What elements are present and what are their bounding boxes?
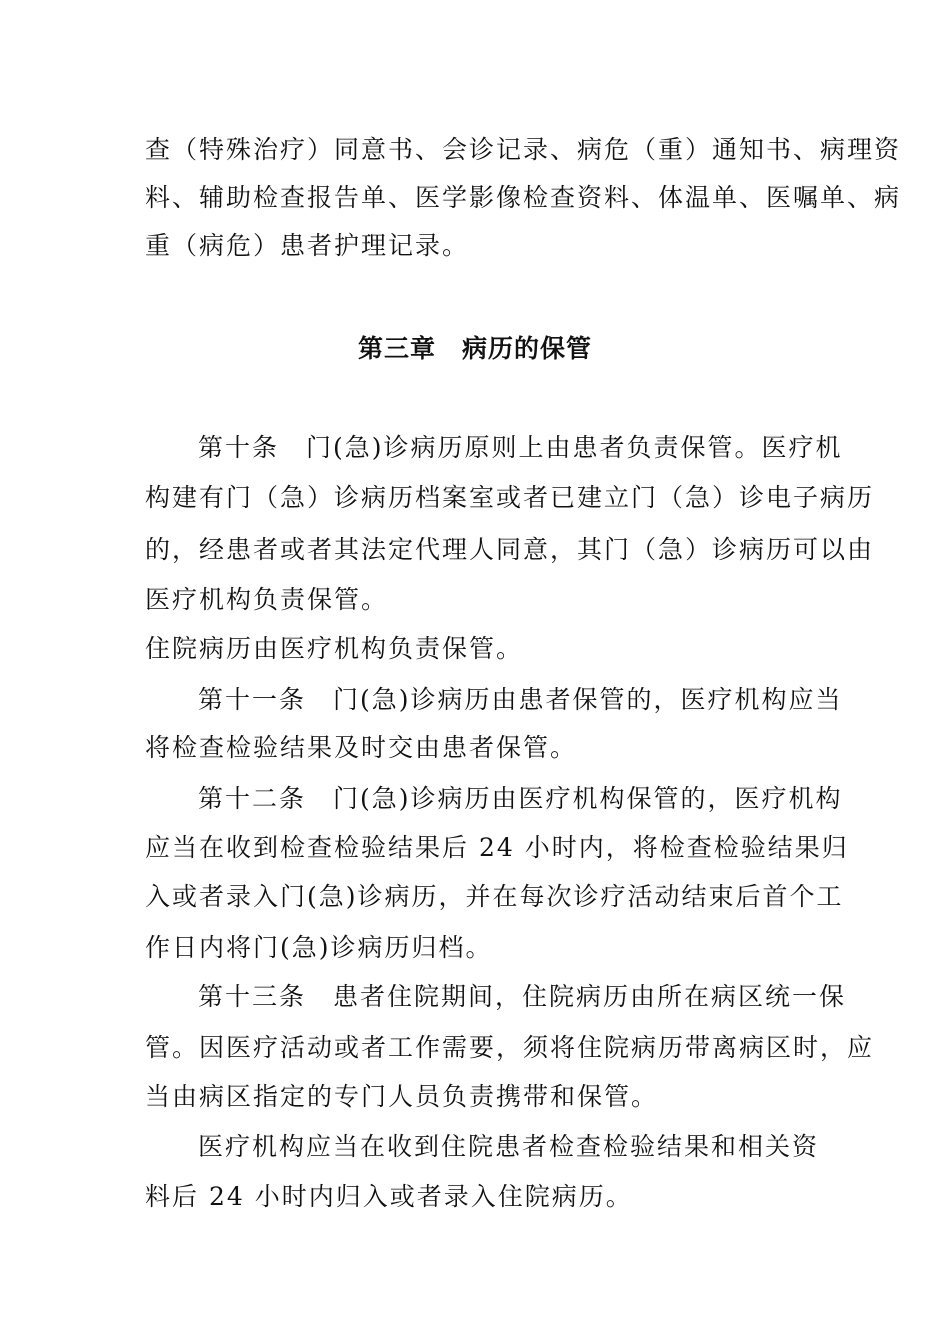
article-10-line: 医疗机构负责保管。 bbox=[145, 585, 389, 614]
article-10-line: 构建有门（急）诊病历档案室或者已建立门（急）诊电子病历 bbox=[145, 483, 875, 512]
chapter-title: 第三章 病历的保管 bbox=[357, 334, 592, 363]
text-line: 重（病危）患者护理记录。 bbox=[145, 231, 470, 260]
closing-paragraph-line: 料后 24 小时内归入或者录入住院病历。 bbox=[145, 1182, 633, 1211]
article-12-line: 作日内将门(急)诊病历归档。 bbox=[145, 933, 493, 962]
article-12-line: 入或者录入门(急)诊病历，并在每次诊疗活动结束后首个工 bbox=[145, 882, 844, 911]
article-10-line: 第十条 门(急)诊病历原则上由患者负责保管。医疗机 bbox=[198, 433, 843, 462]
article-13-line: 第十三条 患者住院期间，住院病历由所在病区统一保 bbox=[198, 982, 847, 1011]
article-12-line: 第十二条 门(急)诊病历由医疗机构保管的，医疗机构 bbox=[198, 784, 843, 813]
article-13-line: 当由病区指定的专门人员负责携带和保管。 bbox=[145, 1082, 659, 1111]
inpatient-record-line: 住院病历由医疗机构负责保管。 bbox=[145, 634, 524, 663]
article-11-line: 第十一条 门(急)诊病历由患者保管的，医疗机构应当 bbox=[198, 685, 843, 714]
article-12-line: 应当在收到检查检验结果后 24 小时内，将检查检验结果归 bbox=[145, 833, 849, 862]
closing-paragraph-line: 医疗机构应当在收到住院患者检查检验结果和相关资 bbox=[198, 1132, 820, 1161]
article-10-line: 的，经患者或者其法定代理人同意，其门（急）诊病历可以由 bbox=[145, 535, 875, 564]
text-line: 料、辅助检查报告单、医学影像检查资料、体温单、医嘱单、病 bbox=[145, 183, 902, 212]
article-11-line: 将检查检验结果及时交由患者保管。 bbox=[145, 733, 578, 762]
article-13-line: 管。因医疗活动或者工作需要，须将住院病历带离病区时，应 bbox=[145, 1033, 875, 1062]
text-line: 查（特殊治疗）同意书、会诊记录、病危（重）通知书、病理资 bbox=[145, 135, 902, 164]
